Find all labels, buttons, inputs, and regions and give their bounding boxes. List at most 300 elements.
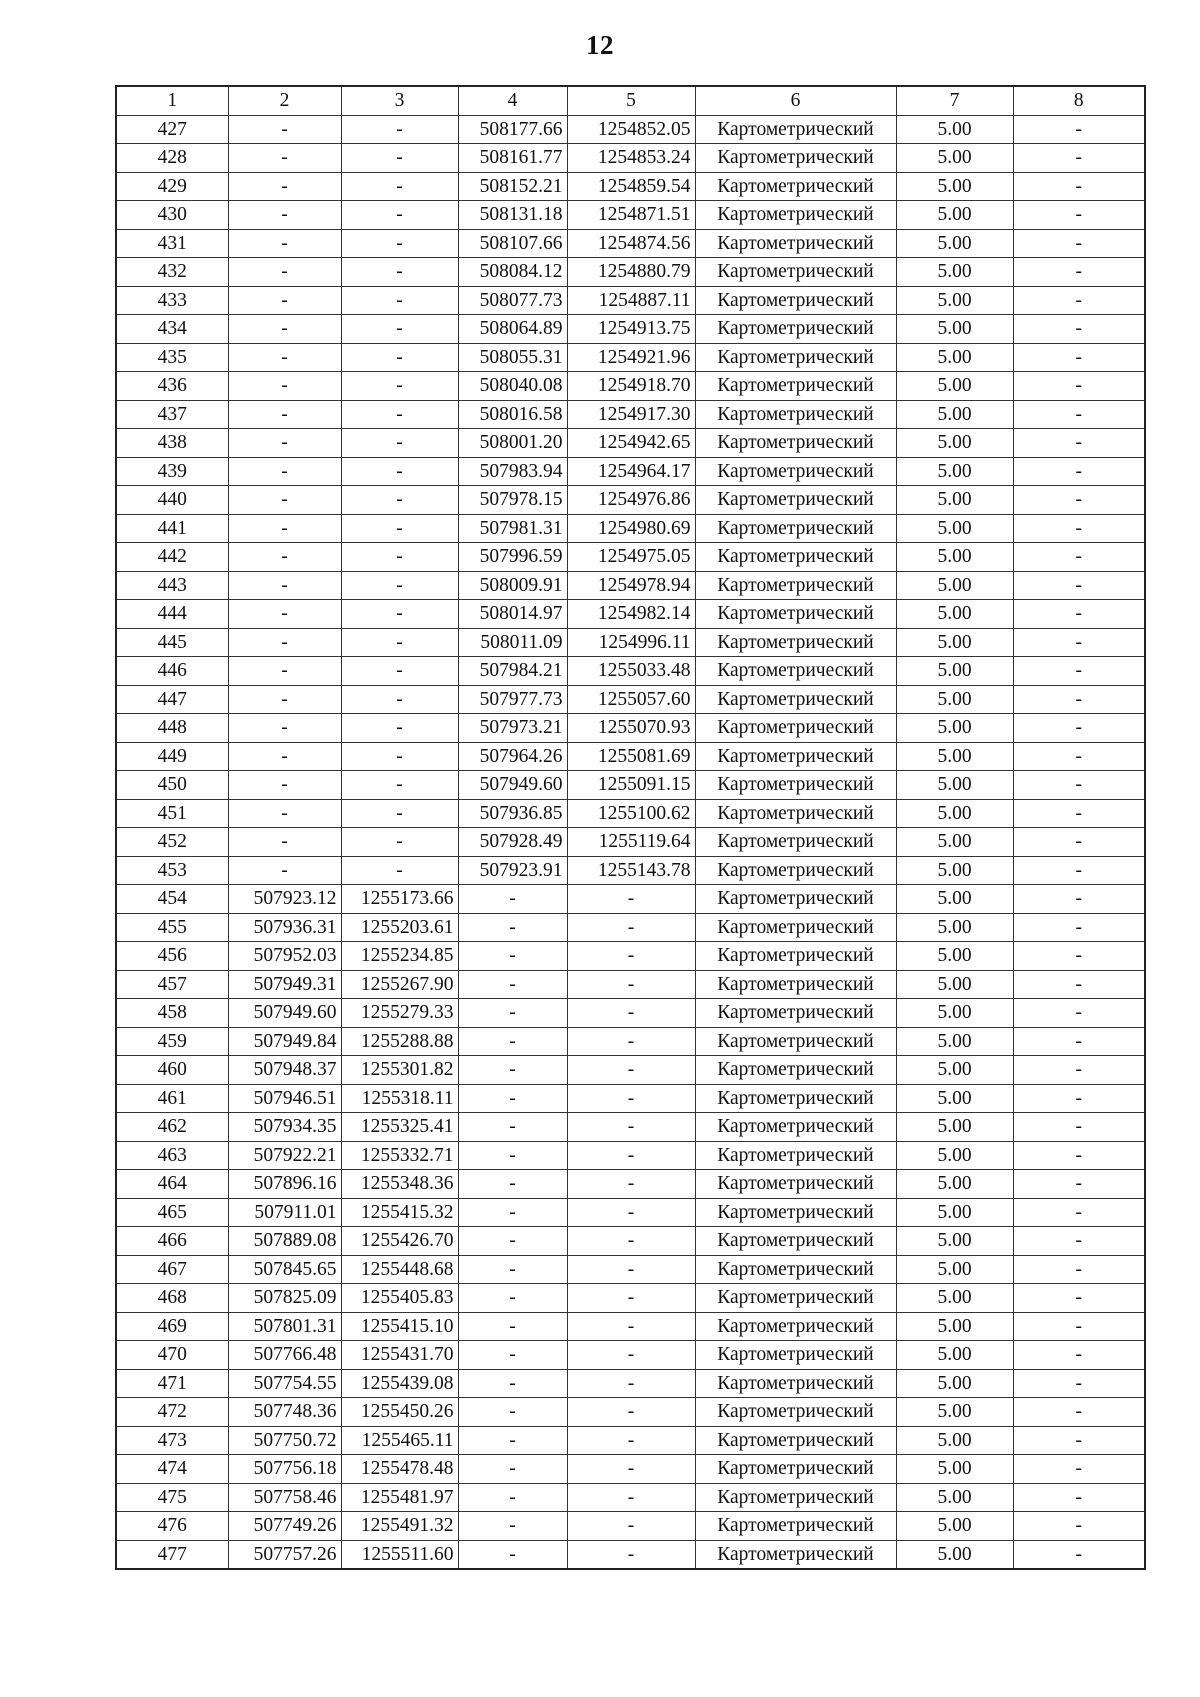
cell-point-number: 444 <box>116 600 228 629</box>
cell-method: Картометрический <box>695 999 896 1028</box>
cell-y-old: 1254978.94 <box>567 571 695 600</box>
cell-method: Картометрический <box>695 1540 896 1569</box>
cell-x-old: 508001.20 <box>458 429 567 458</box>
cell-y-new: 1255465.11 <box>341 1426 458 1455</box>
cell-y-new: 1255203.61 <box>341 913 458 942</box>
cell-y-new: 1255234.85 <box>341 942 458 971</box>
cell-x-old: 507978.15 <box>458 486 567 515</box>
cell-accuracy: 5.00 <box>896 1455 1013 1484</box>
table-row <box>116 315 1145 344</box>
table-row <box>116 258 1145 287</box>
cell-y-new: 1255173.66 <box>341 885 458 914</box>
column-header-5: 5 <box>567 86 695 115</box>
cell-x-new: - <box>228 714 341 743</box>
cell-y-new: - <box>341 258 458 287</box>
cell-x-old: 507973.21 <box>458 714 567 743</box>
cell-point-number: 453 <box>116 856 228 885</box>
cell-method: Картометрический <box>695 1198 896 1227</box>
cell-y-old: 1254871.51 <box>567 201 695 230</box>
cell-accuracy: 5.00 <box>896 343 1013 372</box>
cell-x-new: 507949.31 <box>228 970 341 999</box>
cell-y-new: - <box>341 543 458 572</box>
cell-x-old: 507996.59 <box>458 543 567 572</box>
cell-x-old: - <box>458 1027 567 1056</box>
cell-method: Картометрический <box>695 144 896 173</box>
cell-note: - <box>1013 1255 1145 1284</box>
cell-y-new: - <box>341 685 458 714</box>
cell-note: - <box>1013 999 1145 1028</box>
cell-y-new: - <box>341 571 458 600</box>
cell-y-old: 1255119.64 <box>567 828 695 857</box>
cell-x-old: 508107.66 <box>458 229 567 258</box>
cell-accuracy: 5.00 <box>896 628 1013 657</box>
cell-note: - <box>1013 1284 1145 1313</box>
cell-point-number: 450 <box>116 771 228 800</box>
table-row <box>116 771 1145 800</box>
cell-accuracy: 5.00 <box>896 514 1013 543</box>
cell-accuracy: 5.00 <box>896 1483 1013 1512</box>
cell-point-number: 463 <box>116 1141 228 1170</box>
cell-note: - <box>1013 600 1145 629</box>
cell-point-number: 477 <box>116 1540 228 1569</box>
cell-point-number: 474 <box>116 1455 228 1484</box>
cell-accuracy: 5.00 <box>896 1084 1013 1113</box>
table-row <box>116 628 1145 657</box>
cell-y-new: 1255348.36 <box>341 1170 458 1199</box>
cell-note: - <box>1013 286 1145 315</box>
cell-method: Картометрический <box>695 657 896 686</box>
table-row <box>116 885 1145 914</box>
cell-y-new: 1255267.90 <box>341 970 458 999</box>
cell-note: - <box>1013 1227 1145 1256</box>
cell-note: - <box>1013 1483 1145 1512</box>
page-number: 12 <box>586 30 614 60</box>
cell-x-old: - <box>458 1227 567 1256</box>
cell-x-new: 507949.60 <box>228 999 341 1028</box>
cell-point-number: 464 <box>116 1170 228 1199</box>
cell-method: Картометрический <box>695 372 896 401</box>
cell-point-number: 468 <box>116 1284 228 1313</box>
cell-x-old: - <box>458 1455 567 1484</box>
cell-method: Картометрический <box>695 286 896 315</box>
cell-y-old: 1254980.69 <box>567 514 695 543</box>
cell-accuracy: 5.00 <box>896 1426 1013 1455</box>
cell-x-new: 507934.35 <box>228 1113 341 1142</box>
cell-note: - <box>1013 571 1145 600</box>
cell-y-new: 1255318.11 <box>341 1084 458 1113</box>
table-row <box>116 343 1145 372</box>
table-row <box>116 1398 1145 1427</box>
cell-y-old: - <box>567 1027 695 1056</box>
cell-x-new: - <box>228 229 341 258</box>
cell-y-old: 1254964.17 <box>567 457 695 486</box>
cell-note: - <box>1013 457 1145 486</box>
cell-accuracy: 5.00 <box>896 1369 1013 1398</box>
cell-method: Картометрический <box>695 685 896 714</box>
cell-method: Картометрический <box>695 1056 896 1085</box>
cell-x-new: - <box>228 429 341 458</box>
cell-method: Картометрический <box>695 1084 896 1113</box>
cell-x-new: 507748.36 <box>228 1398 341 1427</box>
cell-accuracy: 5.00 <box>896 429 1013 458</box>
cell-x-old: 508161.77 <box>458 144 567 173</box>
table-row <box>116 1426 1145 1455</box>
cell-accuracy: 5.00 <box>896 1540 1013 1569</box>
cell-x-new: - <box>228 172 341 201</box>
cell-y-new: 1255448.68 <box>341 1255 458 1284</box>
cell-x-old: 508009.91 <box>458 571 567 600</box>
cell-x-new: - <box>228 400 341 429</box>
cell-x-new: 507952.03 <box>228 942 341 971</box>
cell-accuracy: 5.00 <box>896 172 1013 201</box>
cell-y-old: - <box>567 1084 695 1113</box>
table-row <box>116 1227 1145 1256</box>
cell-y-new: 1255431.70 <box>341 1341 458 1370</box>
table-row <box>116 1483 1145 1512</box>
cell-y-old: - <box>567 1312 695 1341</box>
cell-note: - <box>1013 1170 1145 1199</box>
cell-note: - <box>1013 1455 1145 1484</box>
cell-note: - <box>1013 429 1145 458</box>
cell-y-new: 1255511.60 <box>341 1540 458 1569</box>
cell-y-old: 1254976.86 <box>567 486 695 515</box>
cell-x-new: - <box>228 144 341 173</box>
cell-accuracy: 5.00 <box>896 201 1013 230</box>
cell-y-new: - <box>341 742 458 771</box>
cell-point-number: 440 <box>116 486 228 515</box>
cell-method: Картометрический <box>695 771 896 800</box>
cell-accuracy: 5.00 <box>896 1512 1013 1541</box>
column-header-1: 1 <box>116 86 228 115</box>
cell-y-new: - <box>341 343 458 372</box>
cell-accuracy: 5.00 <box>896 714 1013 743</box>
cell-y-old: 1255100.62 <box>567 799 695 828</box>
cell-note: - <box>1013 942 1145 971</box>
cell-x-old: 508064.89 <box>458 315 567 344</box>
cell-x-old: - <box>458 1084 567 1113</box>
cell-y-old: 1255033.48 <box>567 657 695 686</box>
cell-x-old: 508084.12 <box>458 258 567 287</box>
cell-y-old: - <box>567 1398 695 1427</box>
cell-accuracy: 5.00 <box>896 1341 1013 1370</box>
cell-note: - <box>1013 828 1145 857</box>
cell-point-number: 427 <box>116 115 228 144</box>
table-row <box>116 229 1145 258</box>
cell-method: Картометрический <box>695 1113 896 1142</box>
cell-accuracy: 5.00 <box>896 600 1013 629</box>
cell-y-old: 1255081.69 <box>567 742 695 771</box>
cell-point-number: 470 <box>116 1341 228 1370</box>
table-row <box>116 999 1145 1028</box>
cell-method: Картометрический <box>695 1369 896 1398</box>
cell-point-number: 452 <box>116 828 228 857</box>
cell-note: - <box>1013 1426 1145 1455</box>
cell-x-old: - <box>458 1398 567 1427</box>
cell-y-new: - <box>341 144 458 173</box>
column-header-3: 3 <box>341 86 458 115</box>
cell-x-old: 508011.09 <box>458 628 567 657</box>
cell-x-new: 507749.26 <box>228 1512 341 1541</box>
cell-point-number: 429 <box>116 172 228 201</box>
cell-y-old: - <box>567 1426 695 1455</box>
cell-x-old: 507964.26 <box>458 742 567 771</box>
cell-x-new: - <box>228 115 341 144</box>
cell-method: Картометрический <box>695 799 896 828</box>
cell-y-old: 1254996.11 <box>567 628 695 657</box>
cell-y-old: - <box>567 942 695 971</box>
cell-y-new: - <box>341 657 458 686</box>
table-row <box>116 1170 1145 1199</box>
cell-point-number: 433 <box>116 286 228 315</box>
cell-x-new: 507766.48 <box>228 1341 341 1370</box>
cell-method: Картометрический <box>695 856 896 885</box>
cell-x-old: - <box>458 1426 567 1455</box>
cell-x-old: 508014.97 <box>458 600 567 629</box>
cell-x-new: - <box>228 286 341 315</box>
table-row <box>116 543 1145 572</box>
cell-x-new: - <box>228 457 341 486</box>
cell-y-new: - <box>341 372 458 401</box>
table-row <box>116 457 1145 486</box>
cell-x-new: - <box>228 571 341 600</box>
table-row <box>116 1284 1145 1313</box>
cell-method: Картометрический <box>695 828 896 857</box>
cell-note: - <box>1013 1312 1145 1341</box>
cell-note: - <box>1013 1027 1145 1056</box>
cell-y-old: 1254874.56 <box>567 229 695 258</box>
cell-x-new: 507825.09 <box>228 1284 341 1313</box>
cell-y-old: - <box>567 1512 695 1541</box>
cell-accuracy: 5.00 <box>896 1255 1013 1284</box>
cell-y-new: 1255405.83 <box>341 1284 458 1313</box>
cell-method: Картометрический <box>695 343 896 372</box>
cell-y-old: - <box>567 1198 695 1227</box>
cell-y-new: 1255478.48 <box>341 1455 458 1484</box>
cell-method: Картометрический <box>695 1227 896 1256</box>
cell-point-number: 475 <box>116 1483 228 1512</box>
cell-accuracy: 5.00 <box>896 1113 1013 1142</box>
cell-x-old: - <box>458 1483 567 1512</box>
cell-y-old: - <box>567 970 695 999</box>
cell-point-number: 461 <box>116 1084 228 1113</box>
cell-x-old: - <box>458 1369 567 1398</box>
cell-y-new: - <box>341 514 458 543</box>
table-row <box>116 1455 1145 1484</box>
cell-accuracy: 5.00 <box>896 1227 1013 1256</box>
cell-y-old: - <box>567 1369 695 1398</box>
cell-point-number: 432 <box>116 258 228 287</box>
cell-method: Картометрический <box>695 913 896 942</box>
table-row <box>116 372 1145 401</box>
cell-x-old: 507928.49 <box>458 828 567 857</box>
cell-point-number: 451 <box>116 799 228 828</box>
cell-y-old: - <box>567 1170 695 1199</box>
cell-method: Картометрический <box>695 457 896 486</box>
cell-x-old: 508152.21 <box>458 172 567 201</box>
table-row <box>116 201 1145 230</box>
table-row <box>116 400 1145 429</box>
cell-accuracy: 5.00 <box>896 771 1013 800</box>
cell-accuracy: 5.00 <box>896 828 1013 857</box>
cell-y-old: - <box>567 1113 695 1142</box>
cell-accuracy: 5.00 <box>896 742 1013 771</box>
cell-method: Картометрический <box>695 1284 896 1313</box>
cell-note: - <box>1013 1084 1145 1113</box>
cell-point-number: 449 <box>116 742 228 771</box>
table-row <box>116 1540 1145 1569</box>
cell-x-old: 507977.73 <box>458 685 567 714</box>
table-row <box>116 1027 1145 1056</box>
cell-x-new: 507750.72 <box>228 1426 341 1455</box>
cell-y-old: 1254917.30 <box>567 400 695 429</box>
cell-point-number: 473 <box>116 1426 228 1455</box>
cell-method: Картометрический <box>695 514 896 543</box>
cell-x-old: - <box>458 1284 567 1313</box>
cell-x-new: - <box>228 685 341 714</box>
table-header-row <box>116 86 1145 115</box>
cell-x-old: - <box>458 1312 567 1341</box>
cell-y-new: - <box>341 600 458 629</box>
cell-point-number: 437 <box>116 400 228 429</box>
cell-x-old: - <box>458 1255 567 1284</box>
cell-note: - <box>1013 1056 1145 1085</box>
cell-point-number: 443 <box>116 571 228 600</box>
table-row <box>116 856 1145 885</box>
table-row <box>116 1341 1145 1370</box>
cell-x-old: 508177.66 <box>458 115 567 144</box>
cell-accuracy: 5.00 <box>896 799 1013 828</box>
cell-note: - <box>1013 486 1145 515</box>
cell-point-number: 476 <box>116 1512 228 1541</box>
cell-point-number: 436 <box>116 372 228 401</box>
cell-accuracy: 5.00 <box>896 1170 1013 1199</box>
cell-note: - <box>1013 1198 1145 1227</box>
cell-y-new: - <box>341 457 458 486</box>
cell-method: Картометрический <box>695 714 896 743</box>
cell-method: Картометрический <box>695 201 896 230</box>
cell-note: - <box>1013 685 1145 714</box>
cell-x-old: 508016.58 <box>458 400 567 429</box>
cell-x-old: - <box>458 1198 567 1227</box>
cell-y-new: - <box>341 172 458 201</box>
cell-y-old: 1254975.05 <box>567 543 695 572</box>
cell-y-new: 1255332.71 <box>341 1141 458 1170</box>
cell-y-old: 1254982.14 <box>567 600 695 629</box>
table-row <box>116 571 1145 600</box>
cell-y-new: - <box>341 856 458 885</box>
cell-point-number: 431 <box>116 229 228 258</box>
table-row <box>116 1512 1145 1541</box>
cell-y-new: - <box>341 628 458 657</box>
cell-point-number: 447 <box>116 685 228 714</box>
cell-note: - <box>1013 742 1145 771</box>
cell-method: Картометрический <box>695 942 896 971</box>
cell-accuracy: 5.00 <box>896 885 1013 914</box>
cell-y-old: - <box>567 1540 695 1569</box>
cell-accuracy: 5.00 <box>896 942 1013 971</box>
column-header-6: 6 <box>695 86 896 115</box>
cell-accuracy: 5.00 <box>896 571 1013 600</box>
coordinates-table <box>115 85 1146 1570</box>
cell-note: - <box>1013 1369 1145 1398</box>
cell-accuracy: 5.00 <box>896 970 1013 999</box>
cell-method: Картометрический <box>695 742 896 771</box>
cell-point-number: 465 <box>116 1198 228 1227</box>
cell-note: - <box>1013 1540 1145 1569</box>
cell-accuracy: 5.00 <box>896 1398 1013 1427</box>
cell-x-old: 508131.18 <box>458 201 567 230</box>
table-row <box>116 685 1145 714</box>
cell-x-new: 507889.08 <box>228 1227 341 1256</box>
cell-y-old: 1254918.70 <box>567 372 695 401</box>
cell-point-number: 430 <box>116 201 228 230</box>
cell-x-old: - <box>458 1341 567 1370</box>
cell-x-new: - <box>228 486 341 515</box>
cell-point-number: 460 <box>116 1056 228 1085</box>
cell-accuracy: 5.00 <box>896 1056 1013 1085</box>
table-row <box>116 714 1145 743</box>
cell-point-number: 448 <box>116 714 228 743</box>
cell-x-new: - <box>228 742 341 771</box>
cell-note: - <box>1013 315 1145 344</box>
cell-y-old: - <box>567 1056 695 1085</box>
cell-y-old: 1254913.75 <box>567 315 695 344</box>
cell-method: Картометрический <box>695 628 896 657</box>
cell-accuracy: 5.00 <box>896 1141 1013 1170</box>
cell-accuracy: 5.00 <box>896 1284 1013 1313</box>
cell-method: Картометрический <box>695 315 896 344</box>
cell-method: Картометрический <box>695 571 896 600</box>
cell-note: - <box>1013 258 1145 287</box>
cell-x-new: - <box>228 856 341 885</box>
cell-x-old: 507936.85 <box>458 799 567 828</box>
cell-y-new: - <box>341 286 458 315</box>
cell-point-number: 445 <box>116 628 228 657</box>
cell-point-number: 471 <box>116 1369 228 1398</box>
table-row <box>116 828 1145 857</box>
cell-accuracy: 5.00 <box>896 229 1013 258</box>
cell-x-old: - <box>458 1113 567 1142</box>
cell-note: - <box>1013 1141 1145 1170</box>
cell-y-old: 1254921.96 <box>567 343 695 372</box>
cell-point-number: 456 <box>116 942 228 971</box>
cell-x-new: - <box>228 543 341 572</box>
cell-y-new: 1255450.26 <box>341 1398 458 1427</box>
cell-x-old: 508040.08 <box>458 372 567 401</box>
cell-point-number: 462 <box>116 1113 228 1142</box>
cell-note: - <box>1013 1398 1145 1427</box>
cell-method: Картометрический <box>695 1426 896 1455</box>
cell-x-new: - <box>228 372 341 401</box>
cell-x-old: 507923.91 <box>458 856 567 885</box>
cell-note: - <box>1013 885 1145 914</box>
cell-y-old: - <box>567 999 695 1028</box>
cell-y-new: 1255426.70 <box>341 1227 458 1256</box>
cell-note: - <box>1013 514 1145 543</box>
table-row <box>116 1255 1145 1284</box>
table-body <box>116 115 1145 1569</box>
cell-note: - <box>1013 372 1145 401</box>
cell-x-new: - <box>228 799 341 828</box>
cell-accuracy: 5.00 <box>896 315 1013 344</box>
cell-method: Картометрический <box>695 1170 896 1199</box>
cell-point-number: 441 <box>116 514 228 543</box>
cell-note: - <box>1013 799 1145 828</box>
cell-note: - <box>1013 657 1145 686</box>
cell-note: - <box>1013 913 1145 942</box>
cell-x-old: - <box>458 913 567 942</box>
cell-x-new: 507949.84 <box>228 1027 341 1056</box>
